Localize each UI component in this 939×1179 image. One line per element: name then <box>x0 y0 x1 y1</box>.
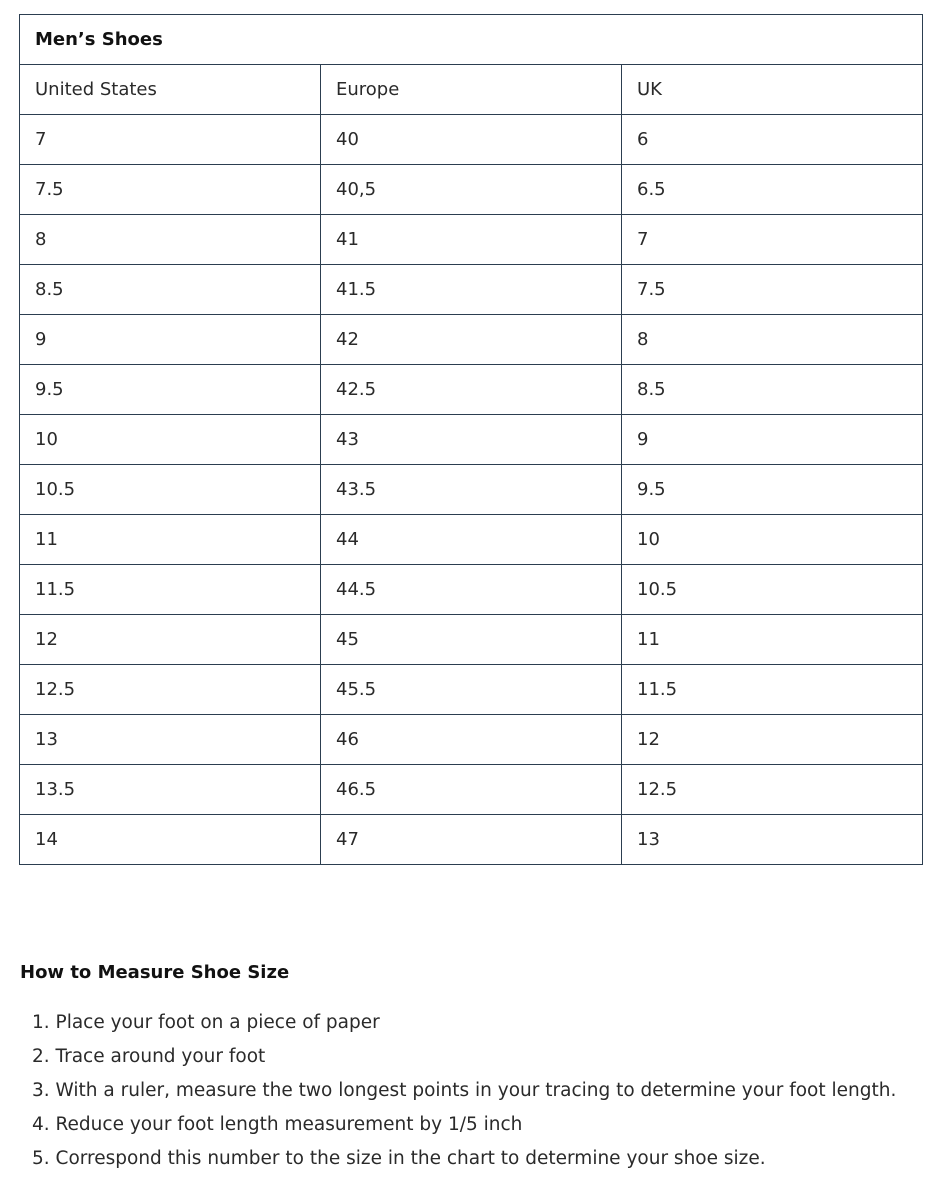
cell-europe-size: 45.5 <box>321 665 622 715</box>
cell-uk-size: 9 <box>622 415 923 465</box>
cell-uk-size: 9.5 <box>622 465 923 515</box>
cell-uk-size: 6 <box>622 115 923 165</box>
table-row <box>20 565 923 615</box>
cell-uk-size: 12.5 <box>622 765 923 815</box>
table-row <box>20 715 923 765</box>
table-row <box>20 315 923 365</box>
cell-europe-size: 45 <box>321 615 622 665</box>
cell-europe-size: 40 <box>321 115 622 165</box>
table-header-row <box>20 65 923 115</box>
cell-uk-size: 8 <box>622 315 923 365</box>
table-row <box>20 765 923 815</box>
cell-europe-size: 42 <box>321 315 622 365</box>
measure-step: 5. Correspond this number to the size in the chart to determine your shoe size. <box>32 1148 766 1169</box>
table-row <box>20 365 923 415</box>
cell-us-size: 13 <box>20 715 321 765</box>
cell-us-size: 7 <box>20 115 321 165</box>
cell-us-size: 8.5 <box>20 265 321 315</box>
table-row <box>20 265 923 315</box>
cell-europe-size: 46.5 <box>321 765 622 815</box>
cell-europe-size: 41.5 <box>321 265 622 315</box>
table-row <box>20 615 923 665</box>
cell-europe-size: 42.5 <box>321 365 622 415</box>
cell-uk-size: 11 <box>622 615 923 665</box>
cell-us-size: 11 <box>20 515 321 565</box>
cell-us-size: 9 <box>20 315 321 365</box>
cell-us-size: 8 <box>20 215 321 265</box>
table-row <box>20 515 923 565</box>
cell-uk-size: 12 <box>622 715 923 765</box>
table-row <box>20 815 923 865</box>
header-europe: Europe <box>321 65 622 115</box>
cell-uk-size: 11.5 <box>622 665 923 715</box>
cell-uk-size: 10 <box>622 515 923 565</box>
cell-europe-size: 41 <box>321 215 622 265</box>
cell-us-size: 11.5 <box>20 565 321 615</box>
cell-uk-size: 10.5 <box>622 565 923 615</box>
measure-steps-list <box>32 1007 896 1177</box>
measure-step: 3. With a ruler, measure the two longest points in your tracing to determine your foot length. <box>32 1080 897 1101</box>
cell-us-size: 12 <box>20 615 321 665</box>
cell-europe-size: 47 <box>321 815 622 865</box>
cell-europe-size: 46 <box>321 715 622 765</box>
cell-uk-size: 13 <box>622 815 923 865</box>
cell-uk-size: 7 <box>622 215 923 265</box>
measure-step: 1. Place your foot on a piece of paper <box>32 1012 380 1033</box>
table-body <box>20 15 923 865</box>
measure-heading: How to Measure Shoe Size <box>20 962 290 983</box>
header-uk: UK <box>622 65 923 115</box>
cell-uk-size: 8.5 <box>622 365 923 415</box>
measure-step: 4. Reduce your foot length measurement by 1/5 inch <box>32 1114 523 1135</box>
cell-us-size: 10.5 <box>20 465 321 515</box>
cell-us-size: 12.5 <box>20 665 321 715</box>
cell-uk-size: 7.5 <box>622 265 923 315</box>
table-row <box>20 665 923 715</box>
table-title: Men’s Shoes <box>20 15 923 65</box>
cell-us-size: 10 <box>20 415 321 465</box>
cell-uk-size: 6.5 <box>622 165 923 215</box>
cell-europe-size: 40,5 <box>321 165 622 215</box>
cell-europe-size: 43 <box>321 415 622 465</box>
table-title-row <box>20 15 923 65</box>
cell-us-size: 13.5 <box>20 765 321 815</box>
table-row <box>20 415 923 465</box>
cell-europe-size: 44.5 <box>321 565 622 615</box>
cell-us-size: 7.5 <box>20 165 321 215</box>
cell-us-size: 14 <box>20 815 321 865</box>
table-row <box>20 115 923 165</box>
header-united-states: United States <box>20 65 321 115</box>
shoe-size-table <box>19 14 923 865</box>
table-row <box>20 215 923 265</box>
cell-europe-size: 44 <box>321 515 622 565</box>
table-row <box>20 165 923 215</box>
measure-step: 2. Trace around your foot <box>32 1046 266 1067</box>
cell-europe-size: 43.5 <box>321 465 622 515</box>
table-row <box>20 465 923 515</box>
cell-us-size: 9.5 <box>20 365 321 415</box>
